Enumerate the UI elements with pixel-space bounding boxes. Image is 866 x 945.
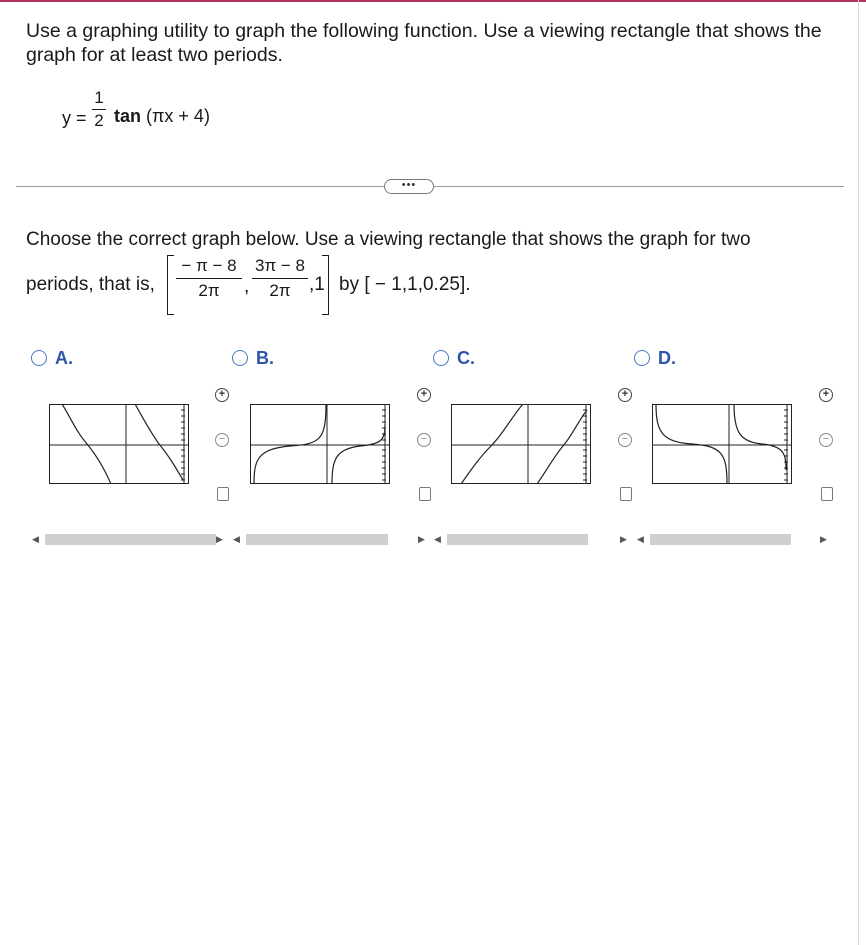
option-b-radio[interactable] bbox=[232, 350, 248, 366]
show-more-button[interactable]: ••• bbox=[384, 179, 434, 194]
x-min-denominator: 2π bbox=[198, 281, 220, 300]
x-min-numerator: − π − 8 bbox=[181, 256, 237, 275]
option-b-graph bbox=[250, 404, 390, 484]
x-min-fraction bbox=[176, 255, 242, 302]
scroll-thumb[interactable] bbox=[246, 534, 388, 545]
option-b-scrollbar[interactable] bbox=[233, 532, 429, 546]
option-a-radio[interactable] bbox=[31, 350, 47, 366]
option-d-graph bbox=[652, 404, 792, 484]
option-d-zoom-out-icon[interactable]: − bbox=[819, 433, 833, 447]
scroll-right-icon[interactable]: ▶ bbox=[820, 534, 827, 544]
option-c-zoom-in-icon[interactable]: + bbox=[618, 388, 632, 402]
fraction-numerator: 1 bbox=[94, 88, 104, 107]
right-bracket bbox=[322, 255, 329, 315]
option-b-window-icon[interactable] bbox=[419, 487, 431, 501]
scroll-thumb[interactable] bbox=[447, 534, 588, 545]
scroll-thumb[interactable] bbox=[650, 534, 791, 545]
x-max-denominator: 2π bbox=[269, 281, 291, 300]
x-max-numerator: 3π − 8 bbox=[254, 256, 305, 275]
option-a-zoom-in-icon[interactable]: + bbox=[215, 388, 229, 402]
tan-function: tan bbox=[114, 106, 141, 126]
x-max-fraction bbox=[252, 255, 308, 302]
option-d-zoom-in-icon[interactable]: + bbox=[819, 388, 833, 402]
fraction-denominator: 2 bbox=[94, 111, 104, 130]
option-b-zoom-out-icon[interactable]: − bbox=[417, 433, 431, 447]
x-scale-value: ,1 bbox=[309, 274, 325, 295]
option-b-zoom-in-icon[interactable]: + bbox=[417, 388, 431, 402]
option-c-radio[interactable] bbox=[433, 350, 449, 366]
scroll-left-icon[interactable]: ◀ bbox=[434, 534, 441, 544]
option-d-label[interactable]: D. bbox=[658, 348, 676, 368]
option-a-graph bbox=[49, 404, 189, 484]
scroll-right-icon[interactable]: ▶ bbox=[418, 534, 425, 544]
range-comma: , bbox=[244, 276, 250, 297]
equation-fraction bbox=[92, 88, 106, 131]
scroll-left-icon[interactable]: ◀ bbox=[637, 534, 644, 544]
panel-border bbox=[858, 0, 859, 945]
equation-rhs bbox=[114, 106, 210, 127]
scroll-left-icon[interactable]: ◀ bbox=[233, 534, 240, 544]
y-range-text: by [ − 1,1,0.25]. bbox=[339, 274, 471, 295]
scroll-right-icon[interactable]: ▶ bbox=[216, 534, 223, 544]
option-d-window-icon[interactable] bbox=[821, 487, 833, 501]
instruction-text: Choose the correct graph below. Use a viewing rectangle that shows the graph for two bbox=[26, 229, 751, 250]
option-d-radio[interactable] bbox=[634, 350, 650, 366]
option-c-scrollbar[interactable] bbox=[434, 532, 631, 546]
option-b-label[interactable]: B. bbox=[256, 348, 274, 368]
left-bracket bbox=[167, 255, 174, 315]
scroll-right-icon[interactable]: ▶ bbox=[620, 534, 627, 544]
option-a-label[interactable]: A. bbox=[55, 348, 73, 368]
scroll-left-icon[interactable]: ◀ bbox=[32, 534, 39, 544]
question-prompt: Use a graphing utility to graph the following function. Use a viewing rectangle that shows the graph for at least two periods. bbox=[26, 20, 822, 66]
option-a-zoom-out-icon[interactable]: − bbox=[215, 433, 229, 447]
option-d-scrollbar[interactable] bbox=[637, 532, 831, 546]
scroll-thumb[interactable] bbox=[45, 534, 216, 545]
equation-lhs: y = bbox=[62, 108, 87, 128]
option-c-graph bbox=[451, 404, 591, 484]
instruction-prefix: periods, that is, bbox=[26, 274, 155, 295]
tan-argument: (πx + 4) bbox=[141, 106, 210, 126]
top-accent-bar bbox=[0, 0, 866, 2]
option-a-scrollbar[interactable] bbox=[32, 532, 227, 546]
option-c-window-icon[interactable] bbox=[620, 487, 632, 501]
option-a-window-icon[interactable] bbox=[217, 487, 229, 501]
option-c-label[interactable]: C. bbox=[457, 348, 475, 368]
option-c-zoom-out-icon[interactable]: − bbox=[618, 433, 632, 447]
